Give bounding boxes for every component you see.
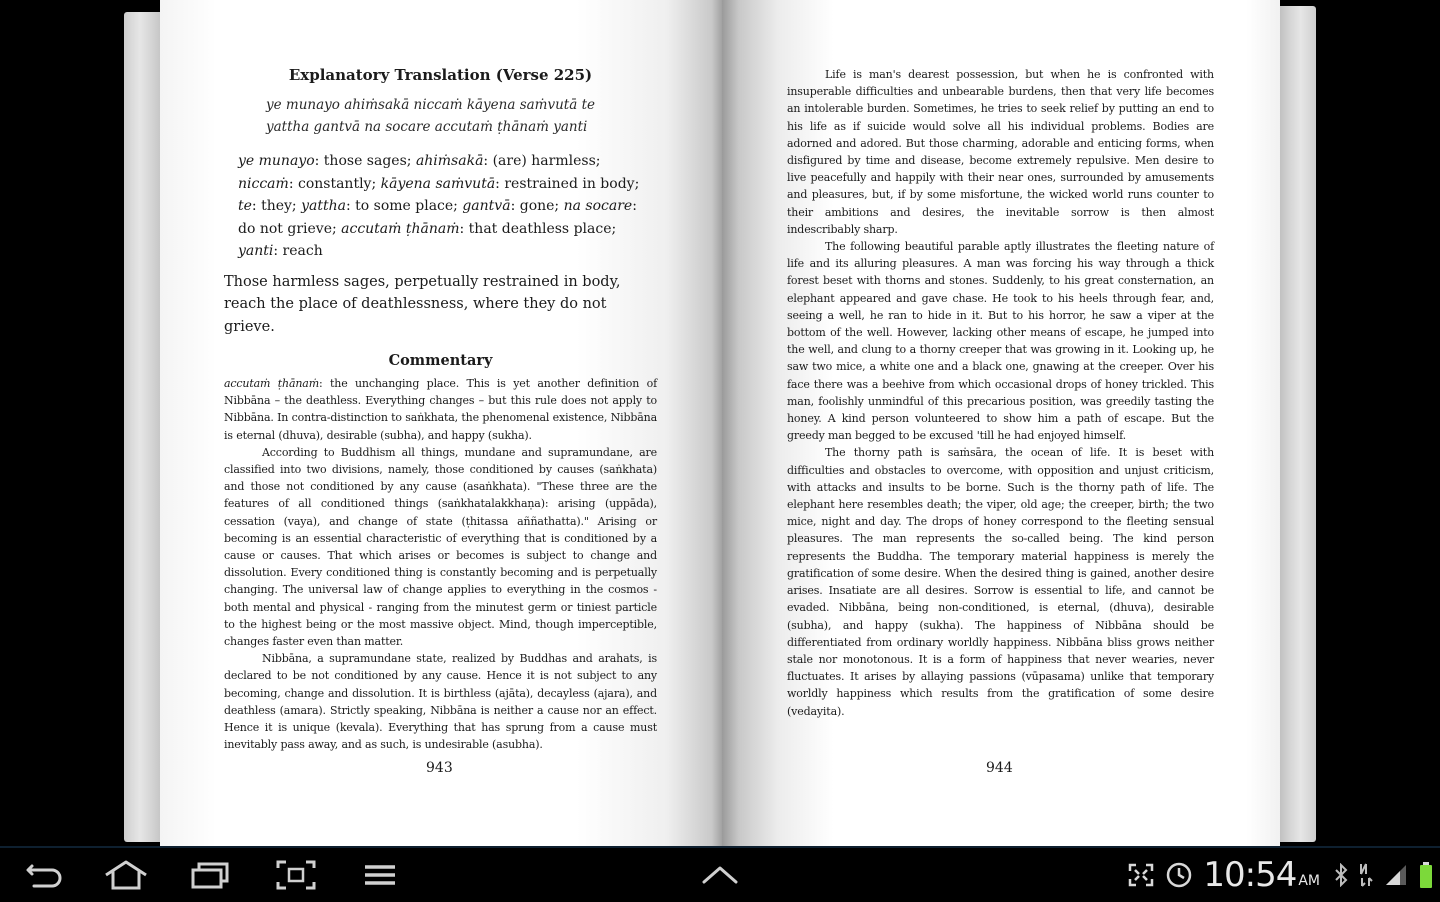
expand-screen-icon [1127, 862, 1155, 888]
mobile-data-icon [1358, 862, 1374, 888]
right-page-body [787, 66, 1214, 720]
gloss-pali: te [238, 198, 252, 214]
gloss-pali: yanti [238, 243, 274, 259]
alarm-clock-icon [1165, 861, 1193, 889]
gloss-meaning: : constantly; [288, 175, 381, 192]
gloss-pali: ye munayo [238, 153, 315, 169]
gloss-pali: accutaṁ ṭhānaṁ [341, 220, 460, 237]
battery-fill [1420, 865, 1432, 888]
body-paragraph: The thorny path is saṁsāra, the ocean of life. It is beset with difficulties and obstacles to overcome, with opposition and unjust criticism, with attacks and insults to be borne. Such is the thorny path of life. The elephant here resembles death; the viper, old age; the creeper, birth; the two mice, night and day. The drops of honey correspond to the fleeting sensual pleasures. The man represents the so-called being. The kind person represents the Buddha. The temporary material happiness is merely the gratification of some desire. When the desired thing is gained, another desire arises. Insatiate are all desires. Sorrow is essential to life, and cannot be evaded. Nibbāna, being non-conditioned, is eternal, (dhuva), desirable (subha), and happy (sukha). The happiness of Nibbāna should be differentiated from ordinary worldly happiness. Nibbāna bliss grows neither stale nor monotonous. It is a form of happiness that never wearies, never fluctuates. It arises by allaying passions (vūpasama) unlike that temporary worldly happiness which results from the gratification of some desire (vedayita). [787, 446, 1214, 718]
commentary-paragraph: accutaṁ ṭhānaṁ: the unchanging place. This is yet another definition of Nibbāna – the deathless. Everything changes – but this rule does not apply to Nibbāna. In contra-distinction to saṅkhata, the phenomenal existence, Nibbāna is eternal (dhuva), desirable (subha), and happy (sukha). [224, 377, 657, 442]
commentary-title: Commentary [388, 352, 493, 369]
back-icon [24, 860, 64, 890]
back-button[interactable] [20, 858, 68, 892]
commentary-paragraph: According to Buddhism all things, mundane and supramundane, are classified into two divisions, namely, those conditioned by causes (saṅkhata) and those not conditioned by any cause (asaṅkhata). "These three are the features of all conditioned things (saṅkhatalakkhaṇa): arising (uppāda), cessation (vaya), and change of state (ṭhitassa aññathatta)." Arising or becoming is an essential characteristic of everything that is conditioned by a cause or causes. That which arises or becomes is subject to change and dissolution. Every conditioned thing is constantly becoming and is perpetually changing. The universal law of change applies to everything in the cosmos - both mental and physical - ranging from the minutest germ or tiniest particle to the highest being or the most massive object. Mind, though imperceptible, changes faster even than matter. [224, 445, 657, 649]
gloss-pali: ahiṁsakā [415, 153, 484, 169]
home-icon [103, 859, 149, 891]
gloss-meaning: : do not grieve; [238, 198, 637, 237]
left-page[interactable] [160, 0, 723, 846]
chevron-up-icon [698, 862, 742, 888]
gloss-meaning: : reach [273, 243, 323, 259]
battery-icon [1418, 861, 1434, 889]
screenshot-icon [275, 859, 317, 891]
status-area[interactable] [1127, 848, 1440, 902]
pali-line: yattha gantvā na socare accutaṁ ṭhānaṁ yanti [266, 119, 588, 135]
gloss-pali: yattha [301, 198, 346, 214]
gloss-pali: niccaṁ [238, 175, 289, 192]
verse-translation: Those harmless sages, perpetually restrained in body, reach the place of deathlessness, where they do not grieve. [224, 273, 621, 335]
body-paragraph: Life is man's dearest possession, but when he is confronted with insuperable difficulties and unbearable burdens, then that very life becomes an intolerable burden. Sometimes, he tries to seek relief by putting an end to his life as if suicide would solve all his individual problems. Bodies are adorned and adored. But those charming, adorable and enticing forms, when disfigured by time and disease, become extremely repulsive. Men desire to live peacefully and happily with their near ones, surrounded by amusements and pleasures, but, if by some misfortune, the wicked world runs counter to their ambitions and desires, the inevitable sorrow is then almost indescribably sharp. [787, 68, 1214, 236]
page-number: 943 [426, 760, 453, 776]
book-page-edges-left [124, 12, 164, 842]
page-number: 944 [986, 760, 1013, 776]
gloss-pali: gantvā [462, 198, 511, 214]
right-page[interactable] [722, 0, 1280, 846]
status-ampm: AM [1298, 873, 1320, 889]
menu-icon [360, 860, 400, 890]
app-drawer-up-button[interactable] [696, 858, 744, 892]
system-navigation-bar [0, 846, 1440, 900]
commentary-body [224, 375, 657, 753]
gloss-meaning: : those sages; [314, 153, 416, 169]
book-page-edges-right [1278, 6, 1316, 842]
pali-verse [224, 94, 657, 138]
commentary-paragraph: Nibbāna, a supramundane state, realized by Buddhas and arahats, is declared to be not conditioned by any cause. Hence it is not subject to any becoming, change and dissolution. It is birthless (ajāta), decayless (ajara), and deathless (amara). Strictly speaking, Nibbāna is neither a cause nor an effect. Hence it is unique (kevala). Everything that has sprung from a cause must inevitably pass away, and as such, is undesirable (asubha). [224, 652, 657, 752]
gloss-pali: na socare [563, 198, 633, 214]
gloss-meaning: : to some place; [345, 198, 463, 214]
recent-apps-button[interactable] [186, 858, 234, 892]
verse-title: Explanatory Translation (Verse 225) [288, 66, 593, 84]
screenshot-button[interactable] [272, 858, 320, 892]
gloss-meaning: : gone; [510, 198, 564, 214]
gloss-meaning: : they; [251, 198, 302, 214]
gloss-meaning: : restrained in body; [495, 175, 640, 192]
status-clock: 10:54 [1203, 855, 1297, 895]
gloss-meaning: : (are) harmless; [483, 153, 601, 169]
signal-strength-icon [1384, 863, 1408, 887]
commentary-lead: accutaṁ ṭhānaṁ [224, 377, 319, 390]
body-paragraph: The following beautiful parable aptly illustrates the fleeting nature of life and its alluring pleasures. A man was forcing his way through a thick forest beset with thorns and stones. Suddenly, to his great consternation, an elephant appeared and gave chase. He took to his heels through fear, and, seeing a well, he ran to hide in it. But to his horror, he saw a viper at the bottom of the well. However, lacking other means of escape, he jumped into the well, and clung to a thorny creeper that was growing in it. Looking up, he saw two mice, a white one and a black one, gnawing at the creeper. Over his face there was a beehive from which occasional drops of honey trickled. This man, foolishly unmindful of this precarious position, was greedily tasting the honey. A kind person volunteered to show him a path of escape. But the greedy man begged to be excused 'till he had enjoyed himself. [787, 240, 1214, 443]
bluetooth-icon [1334, 863, 1348, 887]
word-gloss [224, 150, 657, 263]
gloss-meaning: : that deathless place; [459, 220, 617, 237]
gloss-pali: kāyena saṁvutā [380, 175, 496, 192]
home-button[interactable] [102, 858, 150, 892]
menu-button[interactable] [356, 858, 404, 892]
recent-apps-icon [189, 860, 231, 890]
pali-line: ye munayo ahiṁsakā niccaṁ kāyena saṁvutā te [266, 97, 595, 113]
